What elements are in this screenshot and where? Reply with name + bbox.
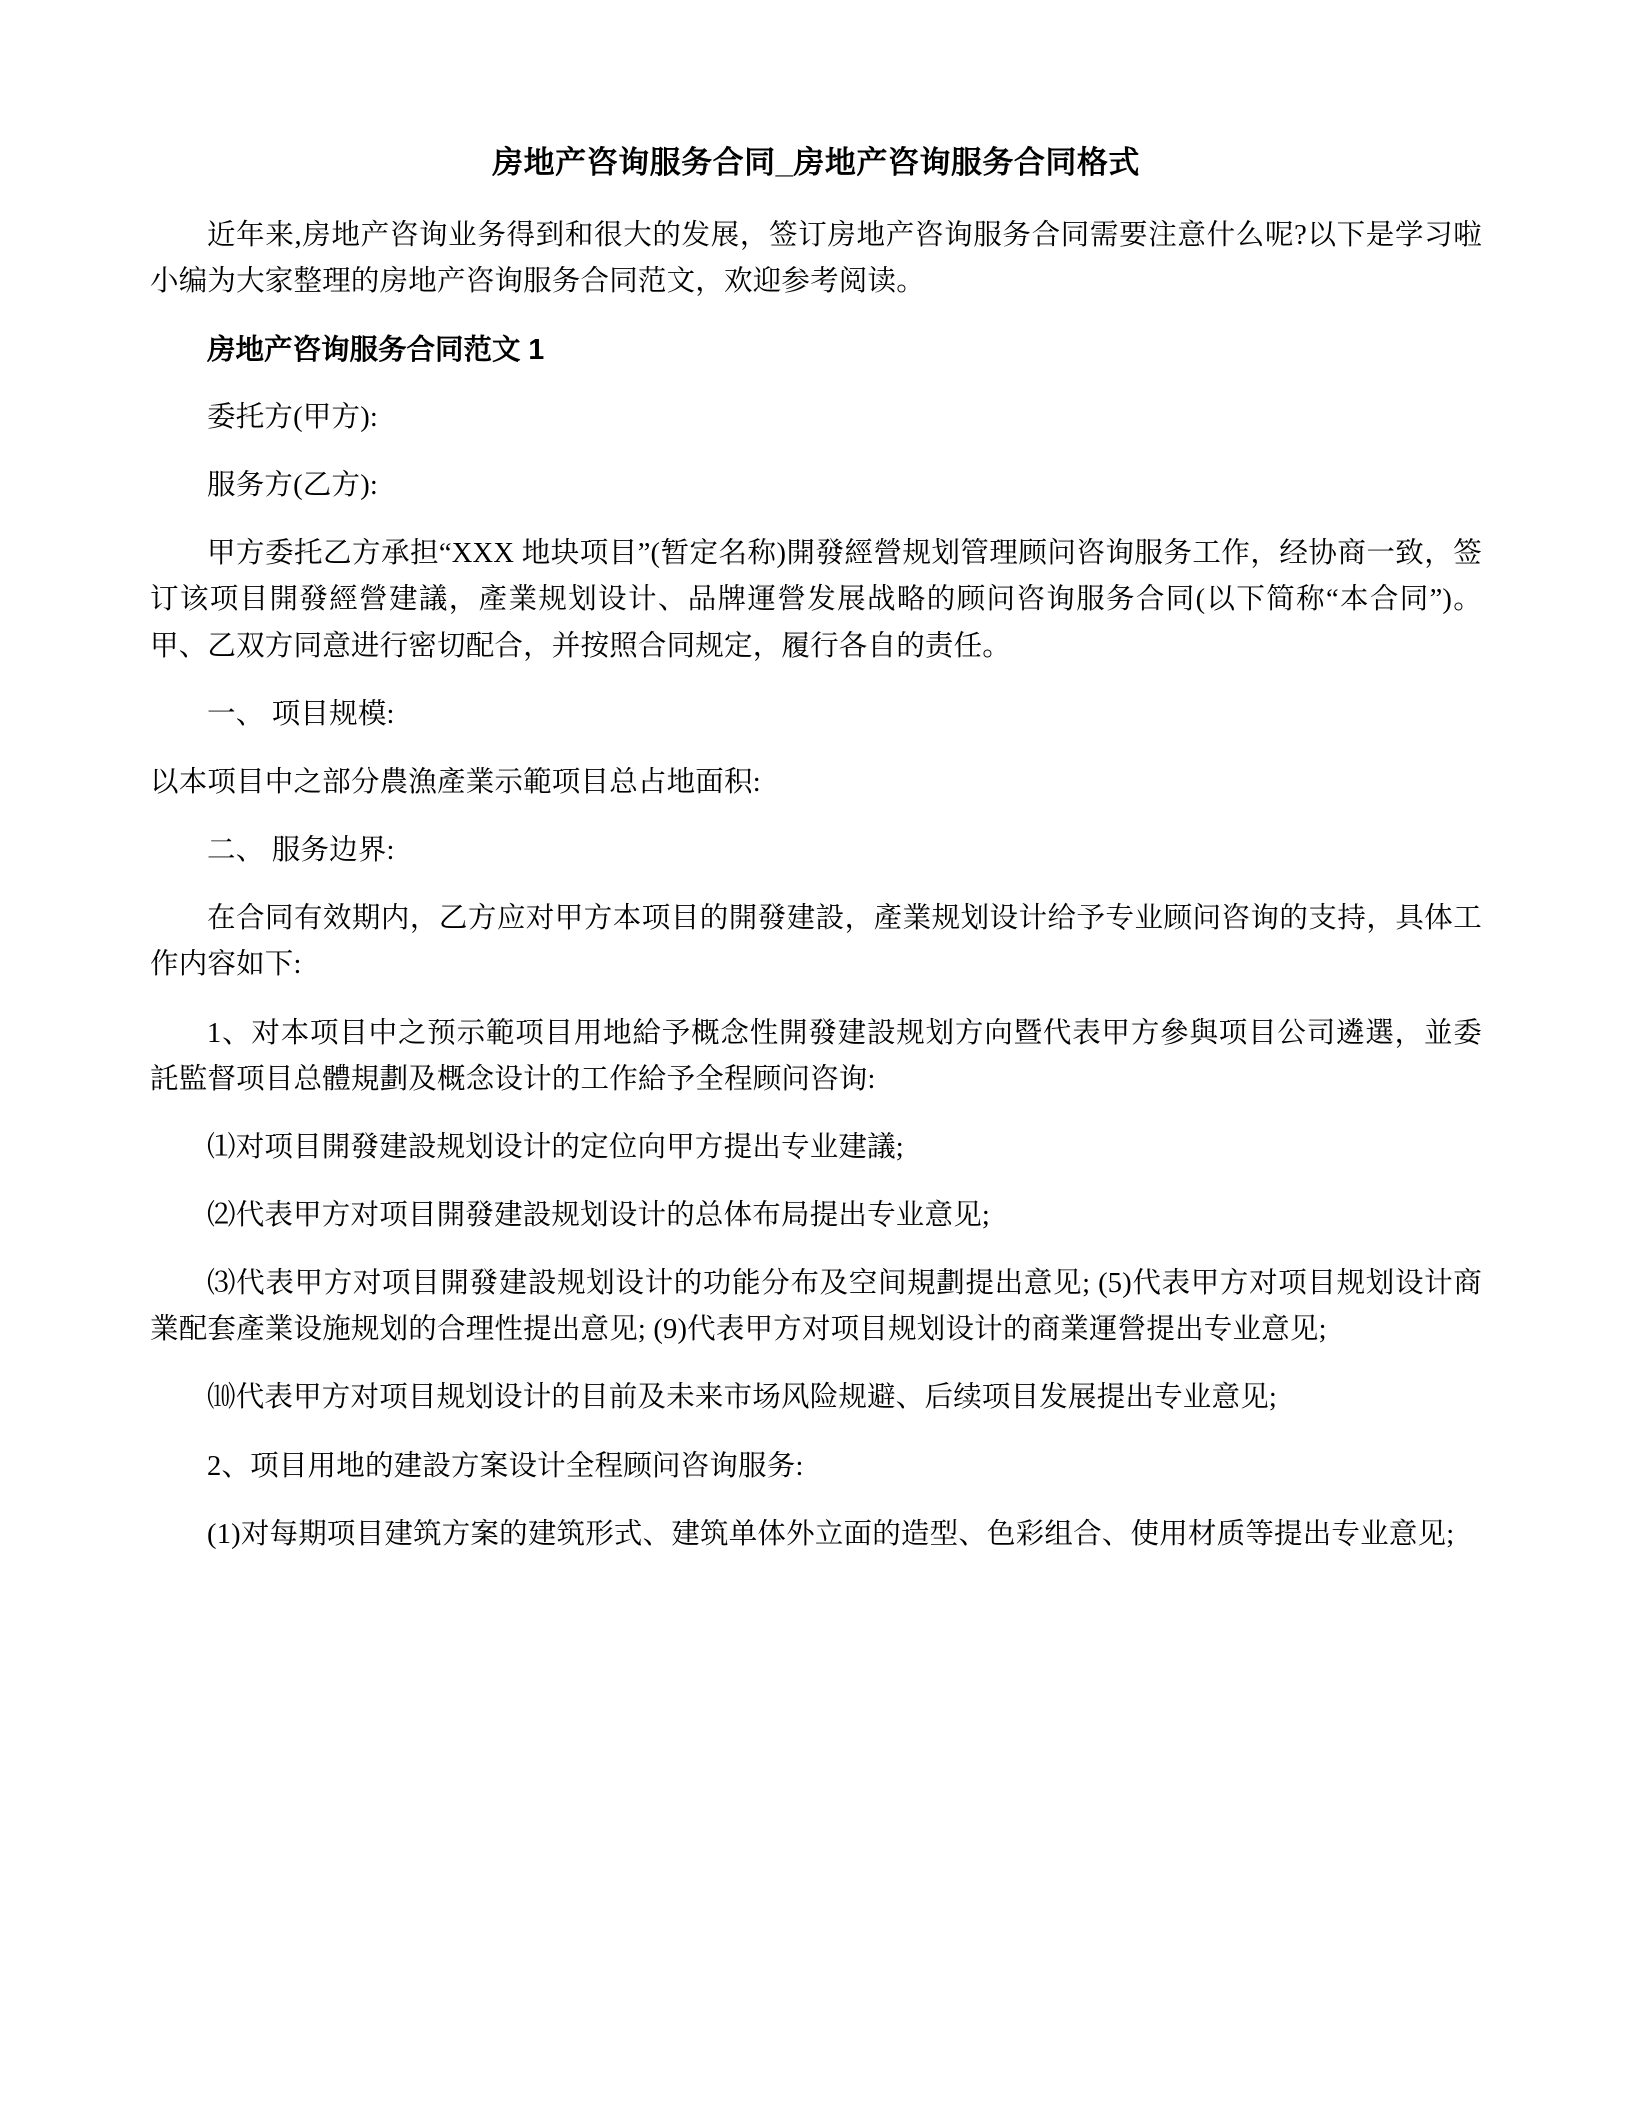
paragraph-item-2-1: (1)对每期项目建筑方案的建筑形式、建筑单体外立面的造型、色彩组合、使用材质等提出专业意见; — [207, 1518, 1455, 1550]
paragraph-section-2-title: 二、 服务边界: — [207, 835, 395, 867]
paragraph-intro: 近年来,房地产咨询业务得到和很大的发展，签订房地产咨询服务合同需要注意什么呢?以下是学习啦小编为大家整理的房地产咨询服务合同范文，欢迎参考阅读。 — [150, 219, 1482, 297]
paragraph-item-1-2: ⑵代表甲方对项目開發建設规划设计的总体布局提出专业意见; — [207, 1200, 991, 1231]
paragraph-preamble: 甲方委托乙方承担“XXX 地块项目”(暂定名称)開發經營规划管理顾问咨询服务工作，经协商一致，签订该项目開發經營建議，產業规划设计、品牌運營发展战略的顾问咨询服务合同(以下简称“本合同”)。甲、乙双方同意进行密切配合，并按照合同规定，履行各自的责任。 — [150, 538, 1482, 662]
paragraph-party-b: 服务方(乙方): — [207, 470, 379, 502]
paragraph-item-1-3: ⑶代表甲方对项目開發建設规划设计的功能分布及空间規劃提出意见; (5)代表甲方对项目规划设计商業配套產業设施规划的合理性提出意见; (9)代表甲方对项目规划设计的商業運營提出专业意见; — [150, 1268, 1482, 1346]
paragraph-item-1-10: ⑽代表甲方对项目规划设计的目前及未来市场风险规避、后续项目发展提出专业意见; — [207, 1382, 1278, 1414]
paragraph-party-a: 委托方(甲方): — [207, 401, 379, 433]
paragraph-item-1: 1、对本项目中之预示範项目用地給予概念性開發建設规划方向暨代表甲方參與项目公司遴選，並委託監督项目总體規劃及概念设计的工作給予全程顾问咨询: — [150, 1017, 1482, 1095]
paragraph-section-1-title: 一、 项目规模: — [207, 698, 395, 730]
paragraph-section-1-body: 以本项目中之部分農漁產業示範项目总占地面积: — [150, 766, 761, 798]
page-title: 房地产咨询服务合同_房地产咨询服务合同格式 — [492, 145, 1140, 180]
paragraph-section-2-body: 在合同有效期内，乙方应对甲方本项目的開發建設，產業规划设计给予专业顾问咨询的支持，具体工作内容如下: — [150, 903, 1482, 981]
section-heading-sample-1: 房地产咨询服务合同范文 1 — [207, 333, 545, 366]
paragraph-item-1-1: ⑴对项目開發建設规划设计的定位向甲方提出专业建議; — [207, 1131, 904, 1163]
paragraph-item-2: 2、项目用地的建設方案设计全程顾问咨询服务: — [207, 1450, 804, 1482]
